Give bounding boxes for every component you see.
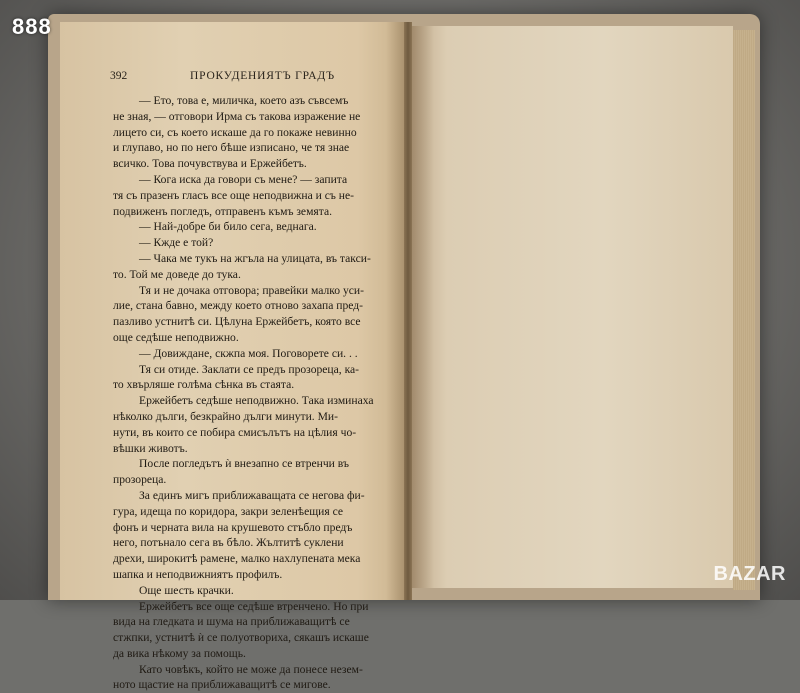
text-line: и глупаво, но по него бѣше изписано, че тя знае: [113, 141, 350, 155]
page-edges: [733, 30, 755, 590]
text-line: лие, стана бавно, между което отново захапа пред-: [113, 299, 363, 313]
text-line: Още шесть крачки.: [139, 583, 234, 597]
text-line: прозореца.: [113, 473, 167, 487]
site-watermark-logo: BAZAR: [713, 563, 786, 585]
text-line: лицето си, съ което искаше да го покаже невинно: [113, 125, 357, 139]
text-line: него, потънало сега въ бѣло. Жълтитѣ суклени: [113, 536, 344, 550]
text-line: вида на гледката и шума на приближаващитѣ се: [113, 615, 350, 629]
listing-tag: 888: [12, 14, 52, 39]
text-line: гура, идеща по коридора, закри зеленѣещия се: [113, 504, 344, 518]
text-line: всичко. Това почувствува и Ержейбетъ.: [113, 157, 307, 171]
running-title: ПРОКУДЕНИЯТЪ ГРАДЪ: [190, 70, 335, 82]
text-line: — Кога иска да говори съ мене? — запита: [139, 172, 348, 186]
text-line: още седѣше неподвижно.: [113, 330, 239, 344]
text-line: стжпки, устнитѣ ѝ се полуотвориха, сякашъ искаше: [113, 631, 369, 645]
text-line: не зная, — отговори Ирма съ такова изражение не: [113, 109, 361, 123]
text-line: После погледътъ ѝ внезапно се втренчи въ: [139, 457, 349, 471]
text-line: Ержейбетъ седѣше неподвижно. Така изминаха: [139, 394, 374, 408]
text-line: то. Той ме доведе до тука.: [113, 267, 241, 281]
text-line: нѣколко дълги, безкрайно дълги минути. Ми-: [113, 409, 338, 423]
text-line: вѣшки животъ.: [113, 441, 188, 455]
text-line: нути, въ които се побира смисълътъ на цѣлия чо-: [113, 425, 357, 439]
text-line: то хвърляше голѣма сѣнка въ стаята.: [113, 378, 295, 392]
page-body-text: [113, 93, 391, 693]
text-line: Тя си отиде. Заклати се предъ прозореца, ка-: [139, 362, 360, 376]
text-line: подвиженъ погледъ, отправенъ къмъ земята.: [113, 204, 332, 218]
text-line: — Кжде е той?: [139, 236, 214, 250]
text-line: — Най-добре би било сега, веднага.: [139, 220, 317, 234]
text-line: — Ето, това е, миличка, което азъ съвсемъ: [139, 94, 349, 107]
text-line: дрехи, широкитѣ рамене, малко нахлупената мека: [113, 552, 361, 566]
text-line: — Чака ме тукъ на жгъла на улицата, въ такси-: [139, 251, 371, 265]
book-spine: [404, 22, 412, 600]
text-line: Ержейбетъ все още седѣше втренчено. Но при: [139, 599, 369, 613]
text-line: Като човѣкъ, който не може да понесе незем-: [139, 662, 363, 676]
text-line: шапка и неподвижниятъ профилъ.: [113, 567, 283, 581]
right-page-blank: [408, 26, 733, 588]
text-line: ното щастие на приближаващитѣ се мигове.: [113, 678, 331, 692]
text-line: За единъ мигъ приближаващата се негова фи-: [139, 488, 365, 502]
text-line: тя съ празенъ гласъ все още неподвижна и съ не-: [113, 188, 355, 202]
text-line: Тя и не дочака отговора; правейки малко уси-: [139, 283, 365, 297]
text-line: фонъ и черната вила на крушевото стъбло предъ: [113, 520, 353, 534]
text-line: — Довиждане, скжпа моя. Поговорете си. . .: [139, 346, 358, 360]
text-line: да вика нѣкому за помощь.: [113, 646, 246, 660]
page-number: 392: [110, 70, 128, 82]
text-line: пазливо устнитѣ си. Цѣлуна Ержейбетъ, която все: [113, 315, 361, 329]
